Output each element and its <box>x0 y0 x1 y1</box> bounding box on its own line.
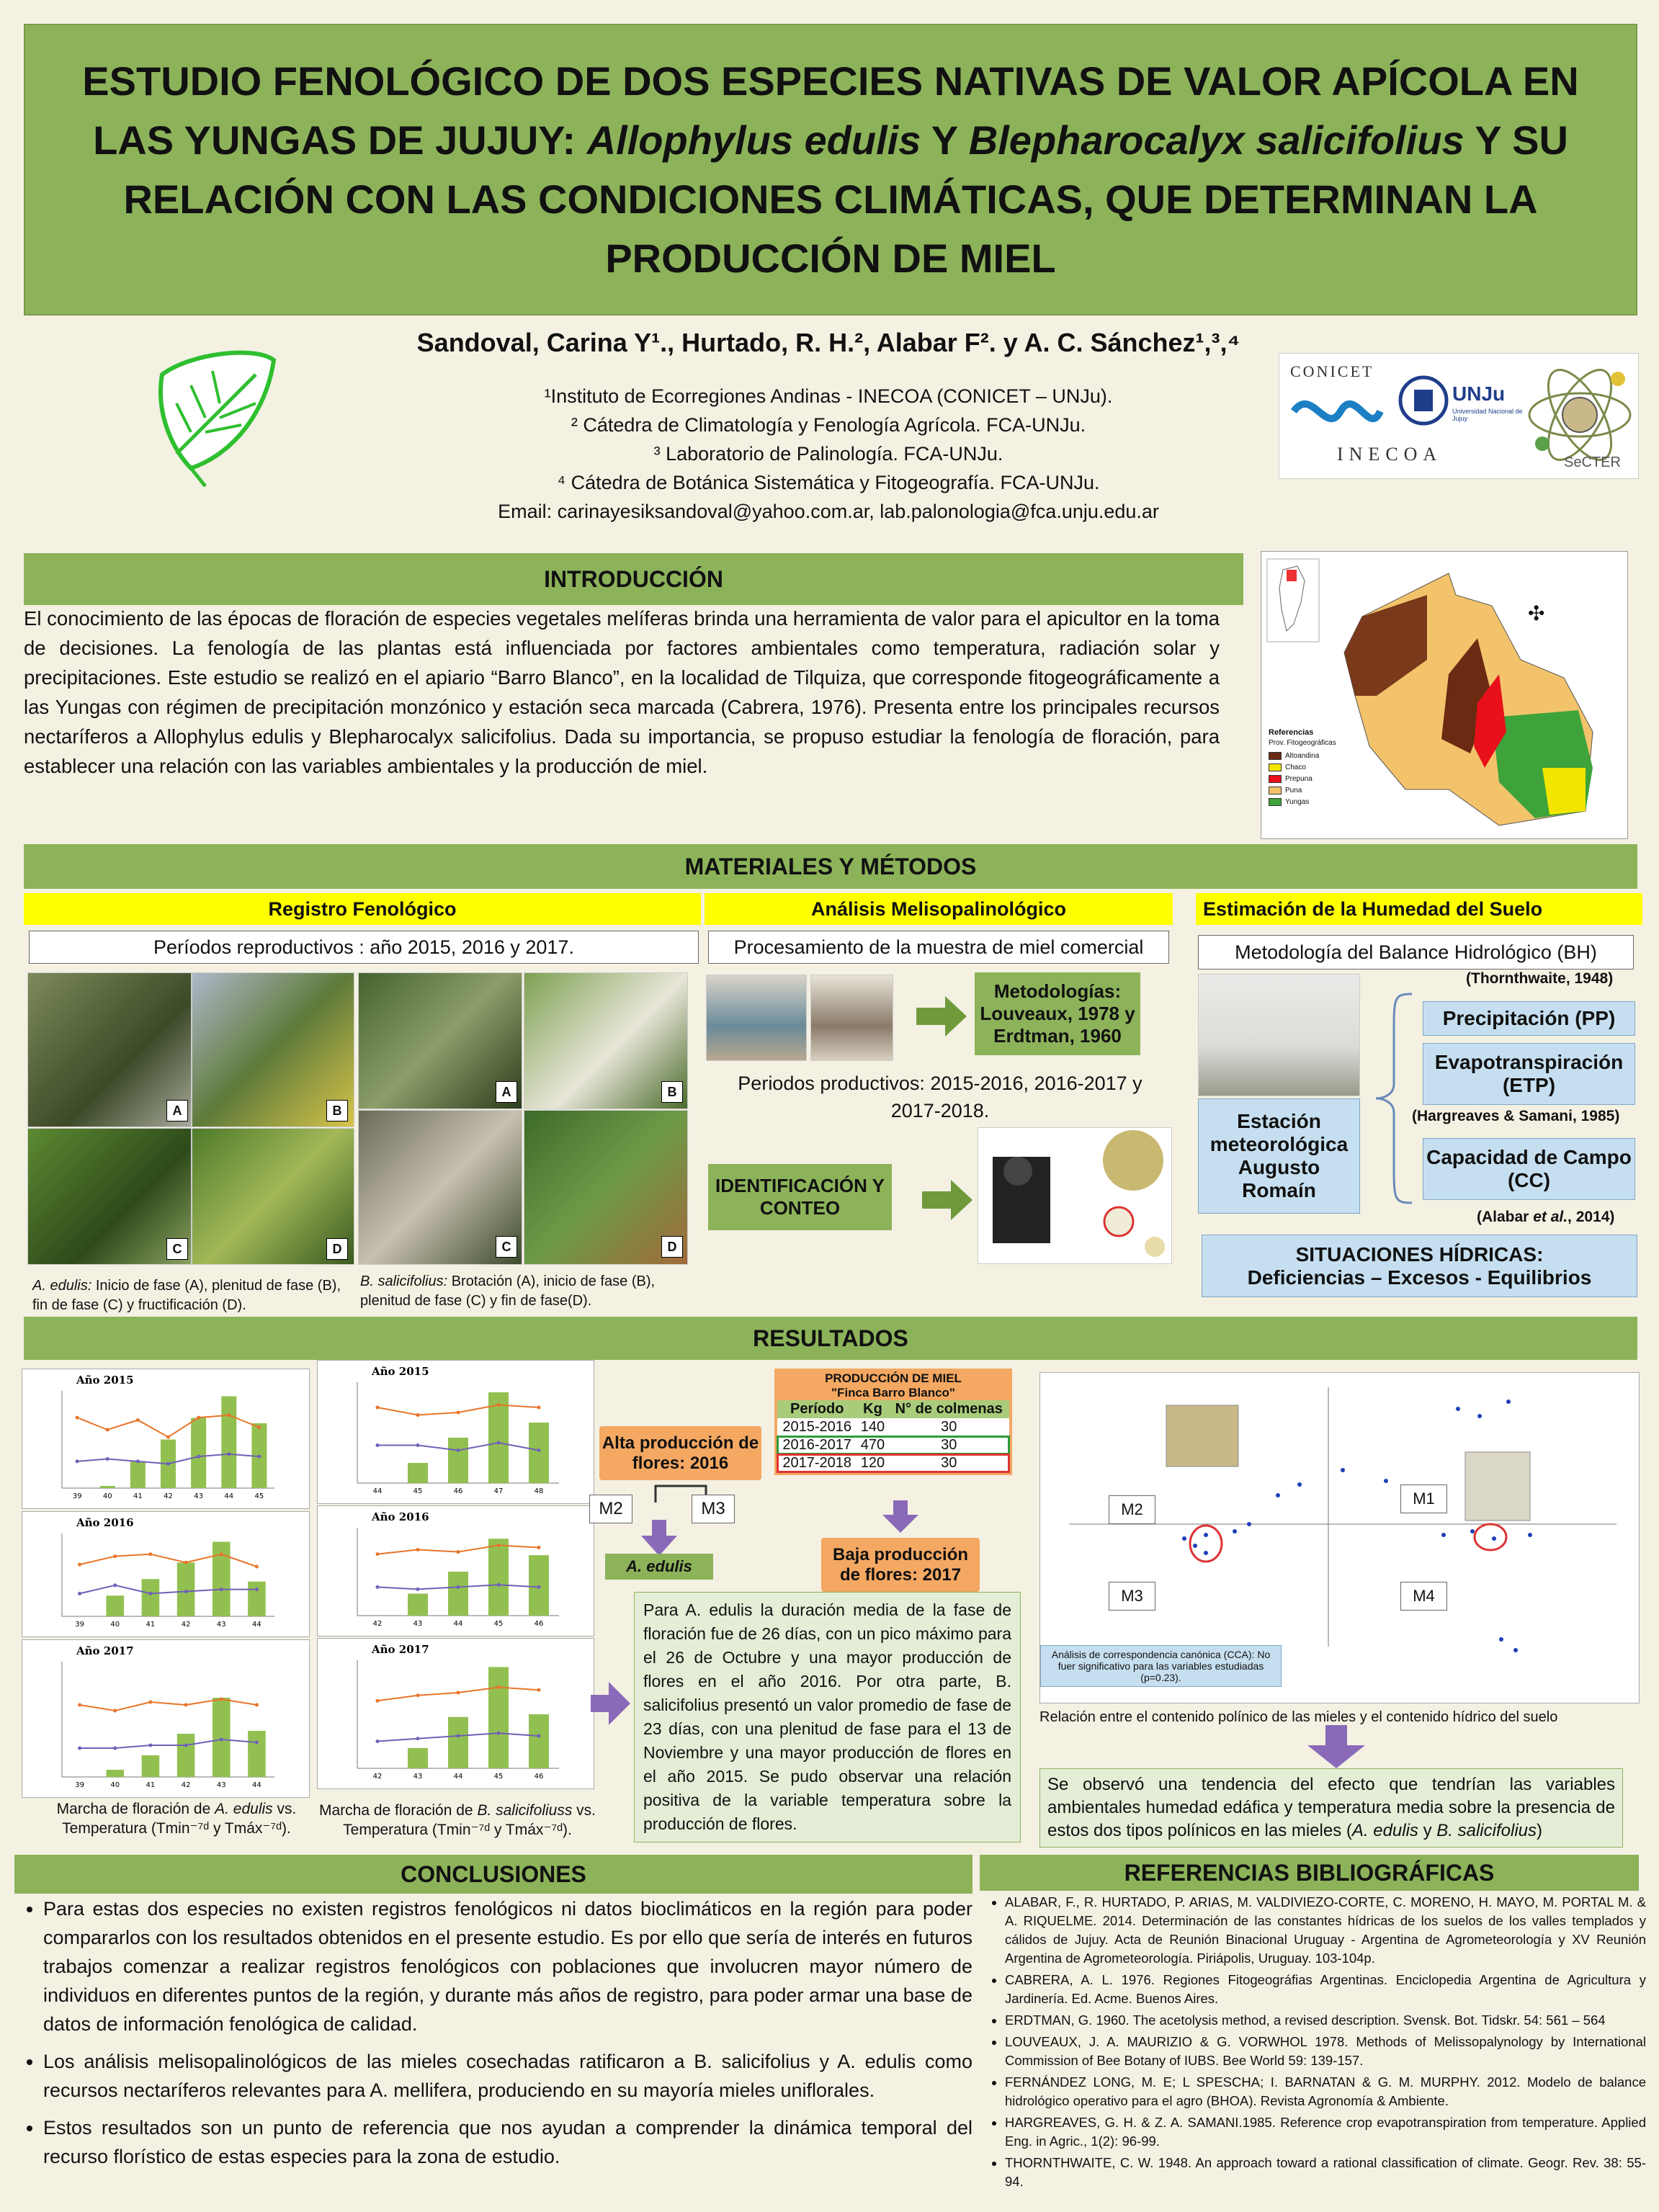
legend-swatch <box>1269 798 1282 806</box>
photo-edulis-d: D <box>192 1128 354 1265</box>
point <box>416 1693 420 1697</box>
legend-label: Prepuna <box>1285 774 1313 783</box>
bar <box>177 1562 195 1616</box>
point <box>457 1691 460 1695</box>
highlight <box>1475 1524 1506 1550</box>
bh-method-box: Metodología del Balance Hidrológico (BH) <box>1198 935 1634 970</box>
field-capacity-box: Capacidad de Campo (CC) <box>1423 1138 1635 1200</box>
svg-text:✣: ✣ <box>1528 601 1545 625</box>
tick-label: 42 <box>164 1492 173 1500</box>
list-item: • FERNÁNDEZ LONG, M. E; L SPESCHA; I. BARNATAN & G. M. MURPHY. 2012. Modelo de balance hidrológico operativo para el agro (BHOA). Revista Agronomía & Ambiente. <box>1005 2073 1646 2110</box>
point <box>537 1406 541 1410</box>
point <box>148 1592 152 1595</box>
point <box>1513 1648 1518 1652</box>
melisopalinologico-heading: Análisis Melisopalinológico <box>705 893 1173 925</box>
caption-chart-edulis: Marcha de floración de A. edulis vs. Temperatura (Tmin⁻⁷ᵈ y Tmáx⁻⁷ᵈ). <box>56 1801 297 1837</box>
registro-heading: Registro Fenológico <box>24 893 701 925</box>
table-row: 2016-2017 470 30 <box>777 1436 1009 1454</box>
low-production-box: Baja producción de flores: 2017 <box>821 1538 980 1592</box>
point <box>184 1744 188 1747</box>
point <box>1247 1522 1251 1526</box>
point <box>1384 1479 1388 1483</box>
point <box>497 1583 501 1587</box>
pollen-image <box>1465 1452 1530 1521</box>
tick-label: 48 <box>534 1487 544 1495</box>
point <box>416 1588 420 1591</box>
legend-label: Chaco <box>1285 763 1306 771</box>
tick-label: 40 <box>110 1621 120 1629</box>
tick-label: 40 <box>102 1492 112 1500</box>
point <box>166 1462 170 1466</box>
tick-label: 44 <box>252 1781 261 1789</box>
list-item: • Los análisis melisopalinológicos de las mieles cosechadas ratificaron a B. salicifolius y A. edulis como recursos nectaríferos relevantes para A. mellifera, produciendo en su mayoría mieles uniflorales. <box>43 2047 972 2105</box>
bar <box>142 1579 160 1616</box>
tick-label: 43 <box>216 1621 226 1629</box>
bar <box>448 1438 468 1483</box>
point <box>497 1732 501 1735</box>
brace-icon <box>1372 990 1416 1206</box>
point <box>537 1585 541 1589</box>
point <box>1441 1533 1446 1537</box>
point <box>376 1443 380 1447</box>
tick-label: 41 <box>146 1621 156 1629</box>
point <box>113 1709 117 1713</box>
arrow-right-icon <box>591 1682 630 1725</box>
bar <box>448 1717 468 1768</box>
legend-label: Yungas <box>1285 797 1310 806</box>
arrow-down-icon <box>882 1500 918 1533</box>
point <box>78 1703 81 1707</box>
bar <box>106 1595 124 1616</box>
tick-label: 43 <box>413 1773 423 1781</box>
methodologies-box: Metodologías: Louveaux, 1978 y Erdtman, 1960 <box>975 972 1140 1055</box>
legend-swatch <box>1269 752 1282 760</box>
identification-box: IDENTIFICACIÓN Y CONTEO <box>708 1164 892 1230</box>
legend-item <box>1269 784 1319 796</box>
tick-label: 40 <box>110 1781 120 1789</box>
evapotranspiration-box: Evapotranspiración (ETP) <box>1423 1043 1635 1105</box>
point <box>416 1548 420 1551</box>
point <box>106 1428 109 1432</box>
tick-label: 46 <box>453 1487 463 1495</box>
point <box>1297 1482 1302 1487</box>
table-row: 2015-2016 140 30 <box>782 1419 957 1435</box>
legend-item <box>1269 796 1319 807</box>
tick-label: 39 <box>75 1781 84 1789</box>
photo-salicifolius-b: B <box>524 972 688 1109</box>
point <box>1506 1400 1511 1404</box>
chart-edulis-2016 <box>22 1511 310 1637</box>
point <box>257 1455 261 1459</box>
tick-label: 46 <box>534 1773 544 1781</box>
point <box>148 1701 152 1704</box>
point <box>184 1703 188 1707</box>
point <box>497 1544 501 1547</box>
point <box>184 1561 188 1564</box>
tick-label: 44 <box>453 1620 463 1628</box>
point <box>227 1452 231 1456</box>
point <box>78 1747 81 1750</box>
point <box>376 1739 380 1743</box>
bar <box>248 1731 266 1777</box>
point <box>376 1406 380 1410</box>
arrow-down-icon <box>641 1520 677 1556</box>
point <box>1528 1533 1532 1537</box>
legend-swatch <box>1269 775 1282 783</box>
point <box>457 1448 460 1452</box>
point <box>376 1699 380 1703</box>
bar <box>448 1572 468 1616</box>
photo-edulis-b: B <box>192 972 354 1127</box>
bar <box>488 1539 509 1616</box>
chart-edulis-2015 <box>22 1369 310 1509</box>
process-box: Procesamiento de la muestra de miel comercial <box>708 931 1169 964</box>
weather-station-photo <box>1198 974 1360 1096</box>
point <box>537 1688 541 1692</box>
tick-label: 41 <box>133 1492 143 1500</box>
legend-swatch <box>1269 764 1282 771</box>
photo-salicifolius-d: D <box>524 1110 688 1265</box>
point <box>1193 1544 1197 1548</box>
tick-label: 45 <box>493 1773 504 1781</box>
chart-edulis-2017 <box>22 1639 310 1798</box>
microscope-photo <box>978 1127 1172 1264</box>
point <box>220 1552 223 1556</box>
bar <box>408 1463 428 1483</box>
bar <box>529 1423 549 1483</box>
point <box>220 1698 223 1701</box>
chart-title: Año 2016 <box>372 1510 429 1523</box>
arrow-right-icon <box>922 1180 972 1220</box>
point <box>457 1734 460 1738</box>
tick-label: 44 <box>372 1487 383 1495</box>
tick-label: 43 <box>194 1492 204 1500</box>
honey-production-table: PRODUCCIÓN DE MIEL "Finca Barro Blanco" Período Kg N° de colmenas 2015-2016 140 30 2016-2017 470 30 2017-2018 120 30 <box>774 1369 1012 1475</box>
conclusions-heading: CONCLUSIONES <box>14 1855 972 1894</box>
station-box: Estación meteorológica Augusto Romaín <box>1198 1098 1360 1214</box>
bar <box>100 1486 115 1488</box>
legend-item <box>1269 761 1319 773</box>
point <box>197 1416 200 1420</box>
point <box>537 1546 541 1549</box>
high-production-box: Alta producción de flores: 2016 <box>599 1426 761 1480</box>
affiliations: ¹Instituto de Ecorregiones Andinas - INECOA (CONICET – UNJu). ² Cátedra de Climatología y Fenología Agrícola. FCA-UNJu. ³ Laboratorio de Palinología. FCA-UNJu. ⁴ Cátedra de Botánica Sistemática y Fitogeografía. FCA-UNJu. Email: carinayesiksandoval@yahoo.com.ar, lab.palonologia@fca.unju.edu.ar <box>498 385 1159 522</box>
list-item: • Estos resultados son un punto de referencia que nos ayudan a comprender la dinámica temporal del recurso florístico de estas especies para la zona de estudio. <box>43 2113 972 2171</box>
point <box>184 1590 188 1593</box>
photo-edulis-a: A <box>27 972 192 1127</box>
point <box>1341 1468 1345 1472</box>
point <box>166 1436 170 1439</box>
chart-salicifolius-2016 <box>317 1505 594 1636</box>
point <box>148 1744 152 1747</box>
tick-label: 43 <box>216 1781 226 1789</box>
point <box>78 1592 81 1595</box>
caption-salicifolius: B. salicifolius: Brotación (A), inicio de fase (B), plenitud de fase (C) y fin de fase(D). <box>360 1273 656 1309</box>
bar <box>142 1755 160 1777</box>
point <box>1499 1637 1503 1642</box>
chart-salicifolius-2015 <box>317 1360 594 1504</box>
point <box>1492 1536 1496 1541</box>
tick-label: 39 <box>75 1621 84 1629</box>
conclusions-list <box>14 1894 972 2180</box>
point <box>376 1585 380 1589</box>
caption-edulis: A. edulis: Inicio de fase (A), plenitud de fase (B), fin de fase (C) y fructificación (D). <box>32 1278 341 1313</box>
methods-heading: MATERIALES Y MÉTODOS <box>24 844 1637 889</box>
point <box>1204 1551 1208 1555</box>
point <box>227 1413 231 1417</box>
humedad-heading: Estimación de la Humedad del Suelo <box>1196 893 1642 925</box>
bar <box>488 1667 509 1768</box>
point <box>148 1552 152 1556</box>
map-legend <box>1269 750 1319 807</box>
tick-label: 44 <box>224 1492 234 1500</box>
point <box>1456 1407 1460 1411</box>
results-text: Para A. edulis la duración media de la fase de floración fue de 26 días, con un pico máximo para el 26 de Octubre y una mayor producción de flores en el año 2016. Por otra parte, B. salicifolius presentó un valor promedio de fase de 23 días, con una plenitud de fase para el 13 de Noviembre y una mayor producción de flores en el año 2015. Se pudo observar una relación positiva de la variable temperatura sobre la producción de flores. <box>634 1592 1021 1842</box>
list-item: • ALABAR, F., R. HURTADO, P. ARIAS, M. VALDIVIEZO-CORTE, C. MORENO, H. MAYO, M. PORTAL M. & A. RIQUELME. 2014. Determinación de las constantes hídricas de los suelos de los valles templados y cálidos de Jujuy. Acta de Reunión Binacional Uruguay - Argentina de Agrometeorología y XV Reunión Argentina de Agrometeorología. Piriápolis, Uruguay. 103-104p. <box>1005 1893 1646 1968</box>
precipitation-box: Precipitación (PP) <box>1423 1001 1635 1036</box>
results-heading: RESULTADOS <box>24 1317 1637 1360</box>
species-box: A. edulis <box>605 1554 713 1580</box>
point <box>197 1455 200 1459</box>
bar <box>213 1698 231 1777</box>
inecoa-logo: INECOA <box>1337 444 1443 465</box>
point <box>255 1703 259 1707</box>
intro-heading: INTRODUCCIÓN <box>24 553 1243 605</box>
point <box>106 1457 109 1461</box>
bar <box>130 1461 146 1489</box>
lab-photo-2 <box>810 975 893 1061</box>
arrow-right-icon <box>916 996 967 1036</box>
point <box>1204 1533 1208 1537</box>
tick-label: 42 <box>181 1621 191 1629</box>
references-heading: REFERENCIAS BIBLIOGRÁFICAS <box>980 1855 1639 1891</box>
point <box>537 1448 541 1452</box>
tick-label: 42 <box>181 1781 191 1789</box>
conicet-wave-icon <box>1290 386 1384 436</box>
list-item: • CABRERA, A. L. 1976. Regiones Fitogeográfias Argentinas. Enciclopedia Argentina de Agricultura y Jardinería. Ed. Acme. Buenos Aires. <box>1005 1971 1646 2008</box>
point <box>255 1565 259 1569</box>
point <box>1233 1529 1237 1533</box>
study-area-map: ✣ Referencias Prov. Fitogeográficas Altoandina Chaco Prepuna Puna Yungas <box>1261 551 1628 839</box>
bar <box>408 1594 428 1616</box>
point <box>113 1747 117 1750</box>
bar <box>248 1582 266 1616</box>
point <box>1276 1493 1280 1497</box>
bar <box>106 1770 124 1777</box>
list-item: • Para estas dos especies no existen registros fenológicos ni datos bioclimáticos en la región para poder compararlos con los resultados obtenidos en el presente estudio. Es por ello que sería de interés en futuros trabajos comenzar a realizar registros fenológicos con poblaciones que involucren mayor número de individuos en diferentes puntos de la región, y durante más años de registro, para poder armar una base de datos de información fenológica de calidad. <box>43 1894 972 2038</box>
tick-label: 41 <box>146 1781 156 1789</box>
title-banner <box>24 24 1637 315</box>
pollen-image <box>1166 1405 1238 1467</box>
tick-label: 42 <box>372 1620 383 1628</box>
water-situations-box: SITUACIONES HÍDRICAS: Deficiencias – Excesos - Equilibrios <box>1202 1235 1637 1297</box>
tick-label: 45 <box>254 1492 264 1500</box>
unju-logo: UNJu <box>1452 382 1506 405</box>
chart-title: Año 2016 <box>76 1516 134 1529</box>
point <box>113 1554 117 1558</box>
point <box>457 1585 460 1589</box>
point <box>416 1413 420 1417</box>
arrow-down-icon <box>1307 1725 1365 1768</box>
lab-photo-1 <box>706 975 807 1061</box>
point <box>537 1734 541 1738</box>
point <box>497 1441 501 1445</box>
tick-label: 47 <box>493 1487 504 1495</box>
tick-label: 46 <box>534 1620 544 1628</box>
tick-label: 43 <box>413 1620 423 1628</box>
tick-label: 45 <box>493 1620 504 1628</box>
authors: Sandoval, Carina Y¹., Hurtado, R. H.², Alabar F². y A. C. Sánchez¹,³,⁴ <box>416 328 1240 357</box>
list-item: • HARGREAVES, G. H. & Z. A. SAMANI.1985. Reference crop evapotranspiration from temperature. Applied Eng. in Agric., 1(2): 96-99. <box>1005 2113 1646 2151</box>
point <box>416 1443 420 1447</box>
point <box>1470 1529 1475 1533</box>
list-item: • ERDTMAN, G. 1960. The acetolysis method, a revised description. Svensk. Bot. Tidskr. 54: 561 – 564 <box>1005 2011 1646 2030</box>
tick-label: 42 <box>372 1773 383 1781</box>
cca-chart: M2 M1 M3 M4 Análisis de correspondencia canónica (CCA): No fuer significativo para las variables estudiadas (p=0.23). <box>1039 1372 1640 1703</box>
observation-text: Se observó una tendencia del efecto que tendrían las variables ambientales humedad edáfica y temperatura media sobre la presencia de estos dos tipos polínicos en las mieles (A. edulis y B. salicifolius) <box>1039 1768 1623 1848</box>
poster-title: ESTUDIO FENOLÓGICO DE DOS ESPECIES NATIVAS DE VALOR APÍCOLA EN LAS YUNGAS DE JUJUY: Allophylus edulis Y Blepharocalyx salicifolius Y SU RELACIÓN CON LAS CONDICIONES CLIMÁTICAS, QUE DETERMINAN LA PRODUCCIÓN DE MIEL <box>82 58 1579 281</box>
point <box>376 1552 380 1556</box>
bar <box>191 1418 206 1489</box>
chart-title: Año 2015 <box>76 1374 134 1387</box>
point <box>76 1416 79 1420</box>
point <box>220 1588 223 1591</box>
list-item: • THORNTHWAITE, C. W. 1948. An approach toward a rational classification of climate. Geogr. Rev. 38: 55-94. <box>1005 2154 1646 2191</box>
point <box>257 1425 261 1429</box>
legend-item <box>1269 750 1319 761</box>
highlight <box>1190 1526 1222 1562</box>
conicet-logo: CONICET <box>1290 362 1374 380</box>
point <box>78 1563 81 1567</box>
periods-box: Períodos reproductivos : año 2015, 2016 y 2017. <box>29 931 699 964</box>
point <box>416 1737 420 1740</box>
point <box>255 1588 259 1591</box>
point <box>457 1550 460 1554</box>
point <box>76 1459 79 1463</box>
m3-label: M3 <box>692 1495 735 1523</box>
chart-title: Año 2017 <box>76 1644 134 1657</box>
tick-label: 44 <box>252 1621 261 1629</box>
references-list <box>983 1893 1646 2194</box>
legend-swatch <box>1269 787 1282 794</box>
m2-label: M2 <box>589 1495 632 1523</box>
legend-label: Puna <box>1285 786 1302 794</box>
institution-logos: CONICET UNJu Universidad Nacional de Jujuy INECOA SeCTER <box>1279 353 1639 479</box>
point <box>457 1411 460 1415</box>
intro-text: El conocimiento de las épocas de floración de especies vegetales melíferas brinda una herramienta de valor para el apicultor en la toma de decisiones. La fenología de las plantas está influenciada por factores ambientales como temperatura, radiación solar y precipitaciones. Este estudio se realizó en el apiario “Barro Blanco”, en la localidad de Tilquiza, que corresponde fitogeográficamente a las Yungas con régimen de precipitación monzónico y estación seca marcada (Cabrera, 1976). Presenta entre los principales recursos nectaríferos a Allophylus edulis y Blepharocalyx salicifolius. Dada su importancia, se propuso estudiar la fenología de floración, para establecer una relación con las variables ambientales y la producción de miel. <box>24 607 1220 777</box>
tick-label: 39 <box>72 1492 82 1500</box>
list-item: • LOUVEAUX, J. A. MAURIZIO & G. VORWHOL 1978. Methods of Melissopalynology by International Commission of Bee Botany of IUBS. Bee World 59: 139-157. <box>1005 2033 1646 2070</box>
bar <box>177 1734 195 1777</box>
point <box>136 1418 140 1422</box>
unju-crest-icon <box>1398 372 1449 429</box>
photo-salicifolius-a: A <box>358 972 522 1109</box>
point <box>136 1459 140 1463</box>
legend-item <box>1269 773 1319 784</box>
cca-note: Análisis de correspondencia canónica (CCA): No fuer significativo para las variables estudiadas (p=0.23). <box>1040 1645 1282 1687</box>
point <box>497 1403 501 1407</box>
point <box>220 1738 223 1742</box>
chart-title: Año 2015 <box>372 1365 429 1378</box>
point <box>1182 1536 1186 1541</box>
caption-chart-salicifolius: Marcha de floración de B. salicifoliuss vs. Temperatura (Tmin⁻⁷ᵈ y Tmáx⁻⁷ᵈ). <box>318 1802 596 1838</box>
point <box>497 1685 501 1689</box>
chart-title: Año 2017 <box>372 1643 429 1656</box>
point <box>113 1583 117 1587</box>
bar <box>529 1714 549 1768</box>
photo-edulis-c: C <box>27 1128 192 1265</box>
productive-periods: Periodos productivos: 2015-2016, 2016-2017 y 2017-2018. <box>738 1073 1142 1121</box>
photo-salicifolius-c: C <box>358 1110 522 1265</box>
tick-label: 44 <box>453 1773 463 1781</box>
cca-caption: Relación entre el contenido polínico de las mieles y el contenido hídrico del suelo <box>1039 1709 1558 1725</box>
legend-label: Altoandina <box>1285 751 1320 760</box>
tick-label: 45 <box>413 1487 423 1495</box>
bar <box>408 1748 428 1768</box>
point <box>1477 1414 1482 1418</box>
chart-salicifolius-2017 <box>317 1638 594 1789</box>
bar <box>221 1397 236 1489</box>
table-row: 2017-2018 120 30 <box>777 1454 1009 1472</box>
point <box>255 1741 259 1745</box>
